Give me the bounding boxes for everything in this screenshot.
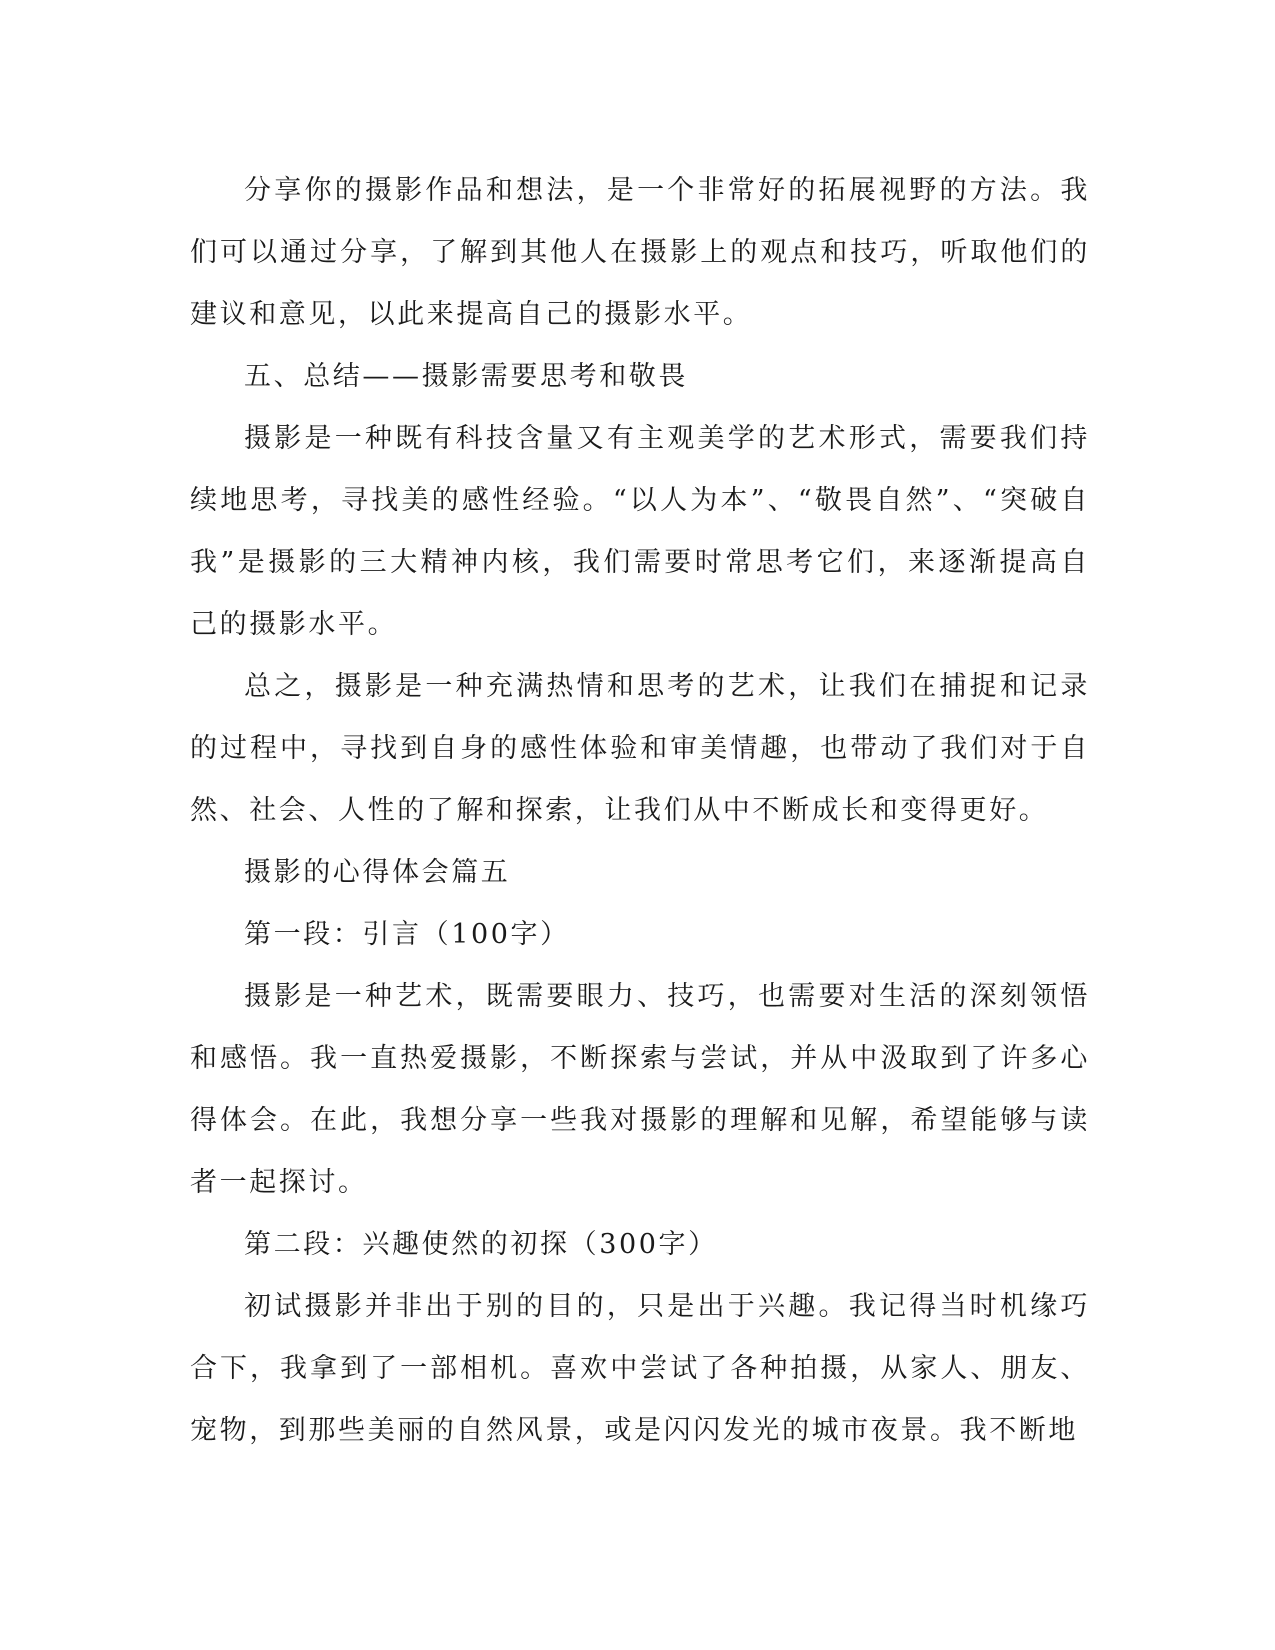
article-title: 摄影的心得体会篇五 [244, 857, 511, 888]
body-paragraph: 总之，摄影是一种充满热情和思考的艺术，让我们在捕捉和记录的过程中，寻找到自身的感性体验和审美情趣，也带动了我们对于自然、社会、人性的了解和探索，让我们从中不断成长和变得更好。 [190, 671, 1090, 826]
section-heading: 第二段：兴趣使然的初探（300字） [244, 1229, 718, 1260]
body-paragraph: 分享你的摄影作品和想法，是一个非常好的拓展视野的方法。我们可以通过分享，了解到其他人在摄影上的观点和技巧，听取他们的建议和意见，以此来提高自己的摄影水平。 [190, 175, 1090, 330]
body-paragraph: 摄影是一种艺术，既需要眼力、技巧，也需要对生活的深刻领悟和感悟。我一直热爱摄影，不断探索与尝试，并从中汲取到了许多心得体会。在此，我想分享一些我对摄影的理解和见解，希望能够与读者一起探讨。 [190, 981, 1090, 1198]
section-heading: 五、总结——摄影需要思考和敬畏 [244, 361, 688, 392]
section-heading: 第一段：引言（100字） [244, 919, 570, 950]
body-paragraph: 初试摄影并非出于别的目的，只是出于兴趣。我记得当时机缘巧合下，我拿到了一部相机。喜欢中尝试了各种拍摄，从家人、朋友、宠物，到那些美丽的自然风景，或是闪闪发光的城市夜景。我不断地 [190, 1291, 1090, 1446]
body-paragraph: 摄影是一种既有科技含量又有主观美学的艺术形式，需要我们持续地思考，寻找美的感性经验。“以人为本”、“敬畏自然”、“突破自我”是摄影的三大精神内核，我们需要时常思考它们，来逐渐提高自己的摄影水平。 [190, 423, 1090, 640]
document-page [190, 160, 1090, 1462]
